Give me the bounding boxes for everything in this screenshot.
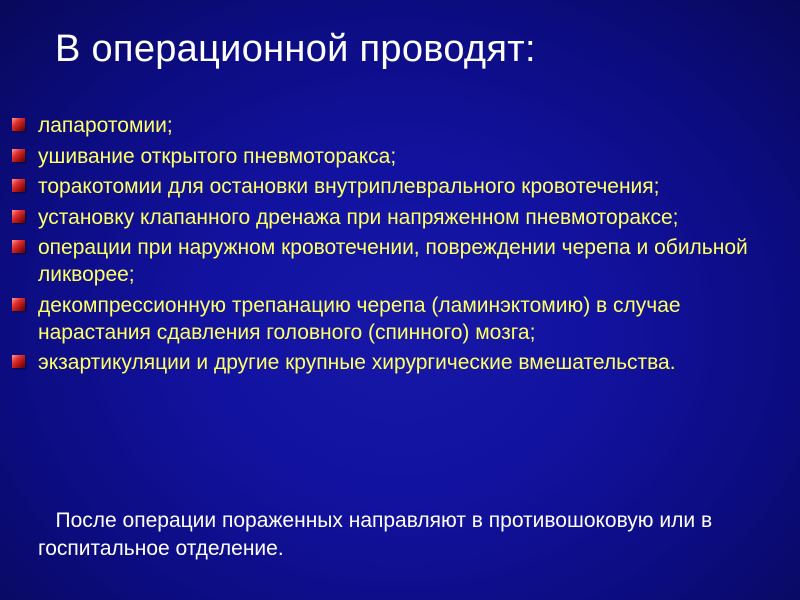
footer-note-text: После операции пораженных направляют в противошоковую или в госпитальное отделение. bbox=[38, 509, 713, 560]
square-bullet-icon bbox=[12, 298, 25, 311]
square-bullet-icon bbox=[12, 179, 25, 192]
bullet-item bbox=[0, 292, 800, 346]
footer-note bbox=[38, 507, 738, 563]
bullet-list bbox=[0, 112, 800, 380]
bullet-text: торакотомии для остановки внутриплеврального кровотечения; bbox=[38, 175, 660, 198]
square-bullet-icon bbox=[12, 210, 25, 223]
bullet-item bbox=[0, 173, 800, 200]
square-bullet-icon bbox=[12, 149, 25, 162]
bullet-item bbox=[0, 112, 800, 139]
square-bullet-icon bbox=[12, 355, 25, 368]
square-bullet-icon bbox=[12, 240, 25, 253]
bullet-item bbox=[0, 234, 800, 288]
slide-title: В операционной проводят: bbox=[55, 28, 536, 70]
bullet-item bbox=[0, 143, 800, 170]
bullet-text: операции при наружном кровотечении, повреждении черепа и обильной ликворее; bbox=[38, 236, 748, 286]
bullet-text: установку клапанного дренажа при напряженном пневмотораксе; bbox=[38, 205, 679, 229]
bullet-text: декомпрессионную трепанацию черепа (ламинэктомию) в случае нарастания сдавления головного (спинного) мозга; bbox=[38, 293, 681, 344]
bullet-item bbox=[0, 204, 800, 231]
bullet-item bbox=[0, 349, 800, 376]
bullet-text: ушивание открытого пневмоторакса; bbox=[38, 144, 397, 168]
bullet-text: экзартикуляции и другие крупные хирургические вмешательства. bbox=[38, 351, 676, 374]
bullet-text: лапаротомии; bbox=[38, 114, 173, 137]
square-bullet-icon bbox=[12, 118, 25, 131]
